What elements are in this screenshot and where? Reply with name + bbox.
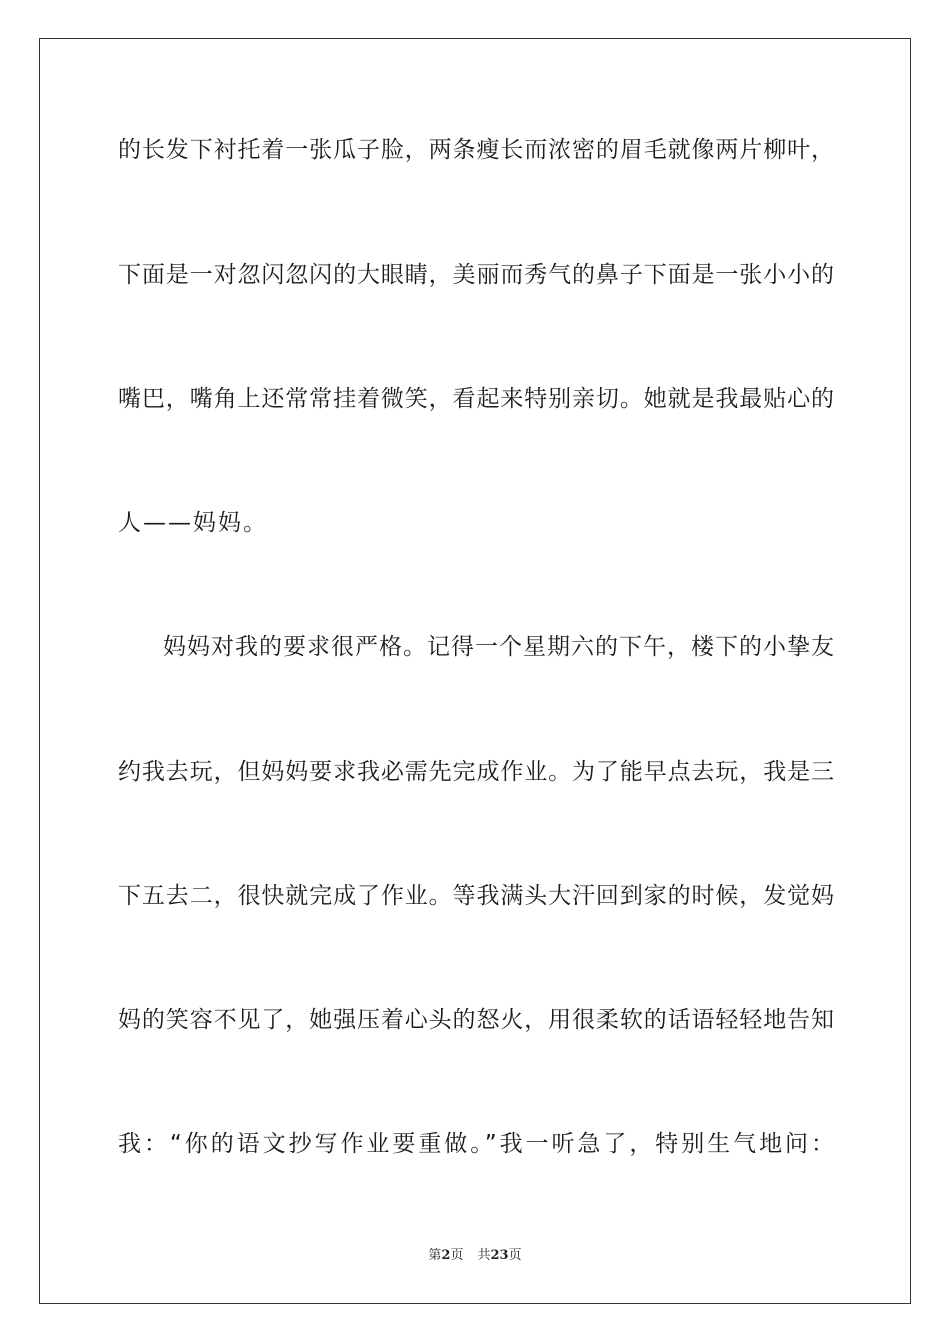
page-frame [39,38,911,1304]
total-suffix: 页 [508,1248,522,1263]
body-text-line: 约我去玩，但妈妈要求我必需先完成作业。为了能早点去玩，我是三 [118,759,834,785]
body-text-line: 嘴巴，嘴角上还常常挂着微笑，看起来特别亲切。她就是我最贴心的 [118,386,834,412]
page-prefix: 第 [428,1248,442,1263]
page-suffix: 页 [450,1248,464,1263]
body-text-line: 我：“你的语文抄写作业要重做。”我一听急了，特别生气地问： [118,1131,834,1157]
body-text-line: 的长发下衬托着一张瓜子脸，两条瘦长而浓密的眉毛就像两片柳叶， [118,137,834,163]
total-pages: 23 [490,1248,509,1263]
page-footer [0,1248,950,1264]
body-text-line: 下五去二，很快就完成了作业。等我满头大汗回到家的时候，发觉妈 [118,883,834,909]
total-prefix: 共 [477,1248,491,1263]
paragraph-first-line: 妈妈对我的要求很严格。记得一个星期六的下午，楼下的小挚友 [163,634,834,660]
body-text-line: 人——妈妈。 [118,510,268,536]
page-number: 2 [441,1248,451,1263]
body-text-line: 下面是一对忽闪忽闪的大眼睛，美丽而秀气的鼻子下面是一张小小的 [118,262,834,288]
body-text-line: 妈的笑容不见了，她强压着心头的怒火，用很柔软的话语轻轻地告知 [118,1007,834,1033]
